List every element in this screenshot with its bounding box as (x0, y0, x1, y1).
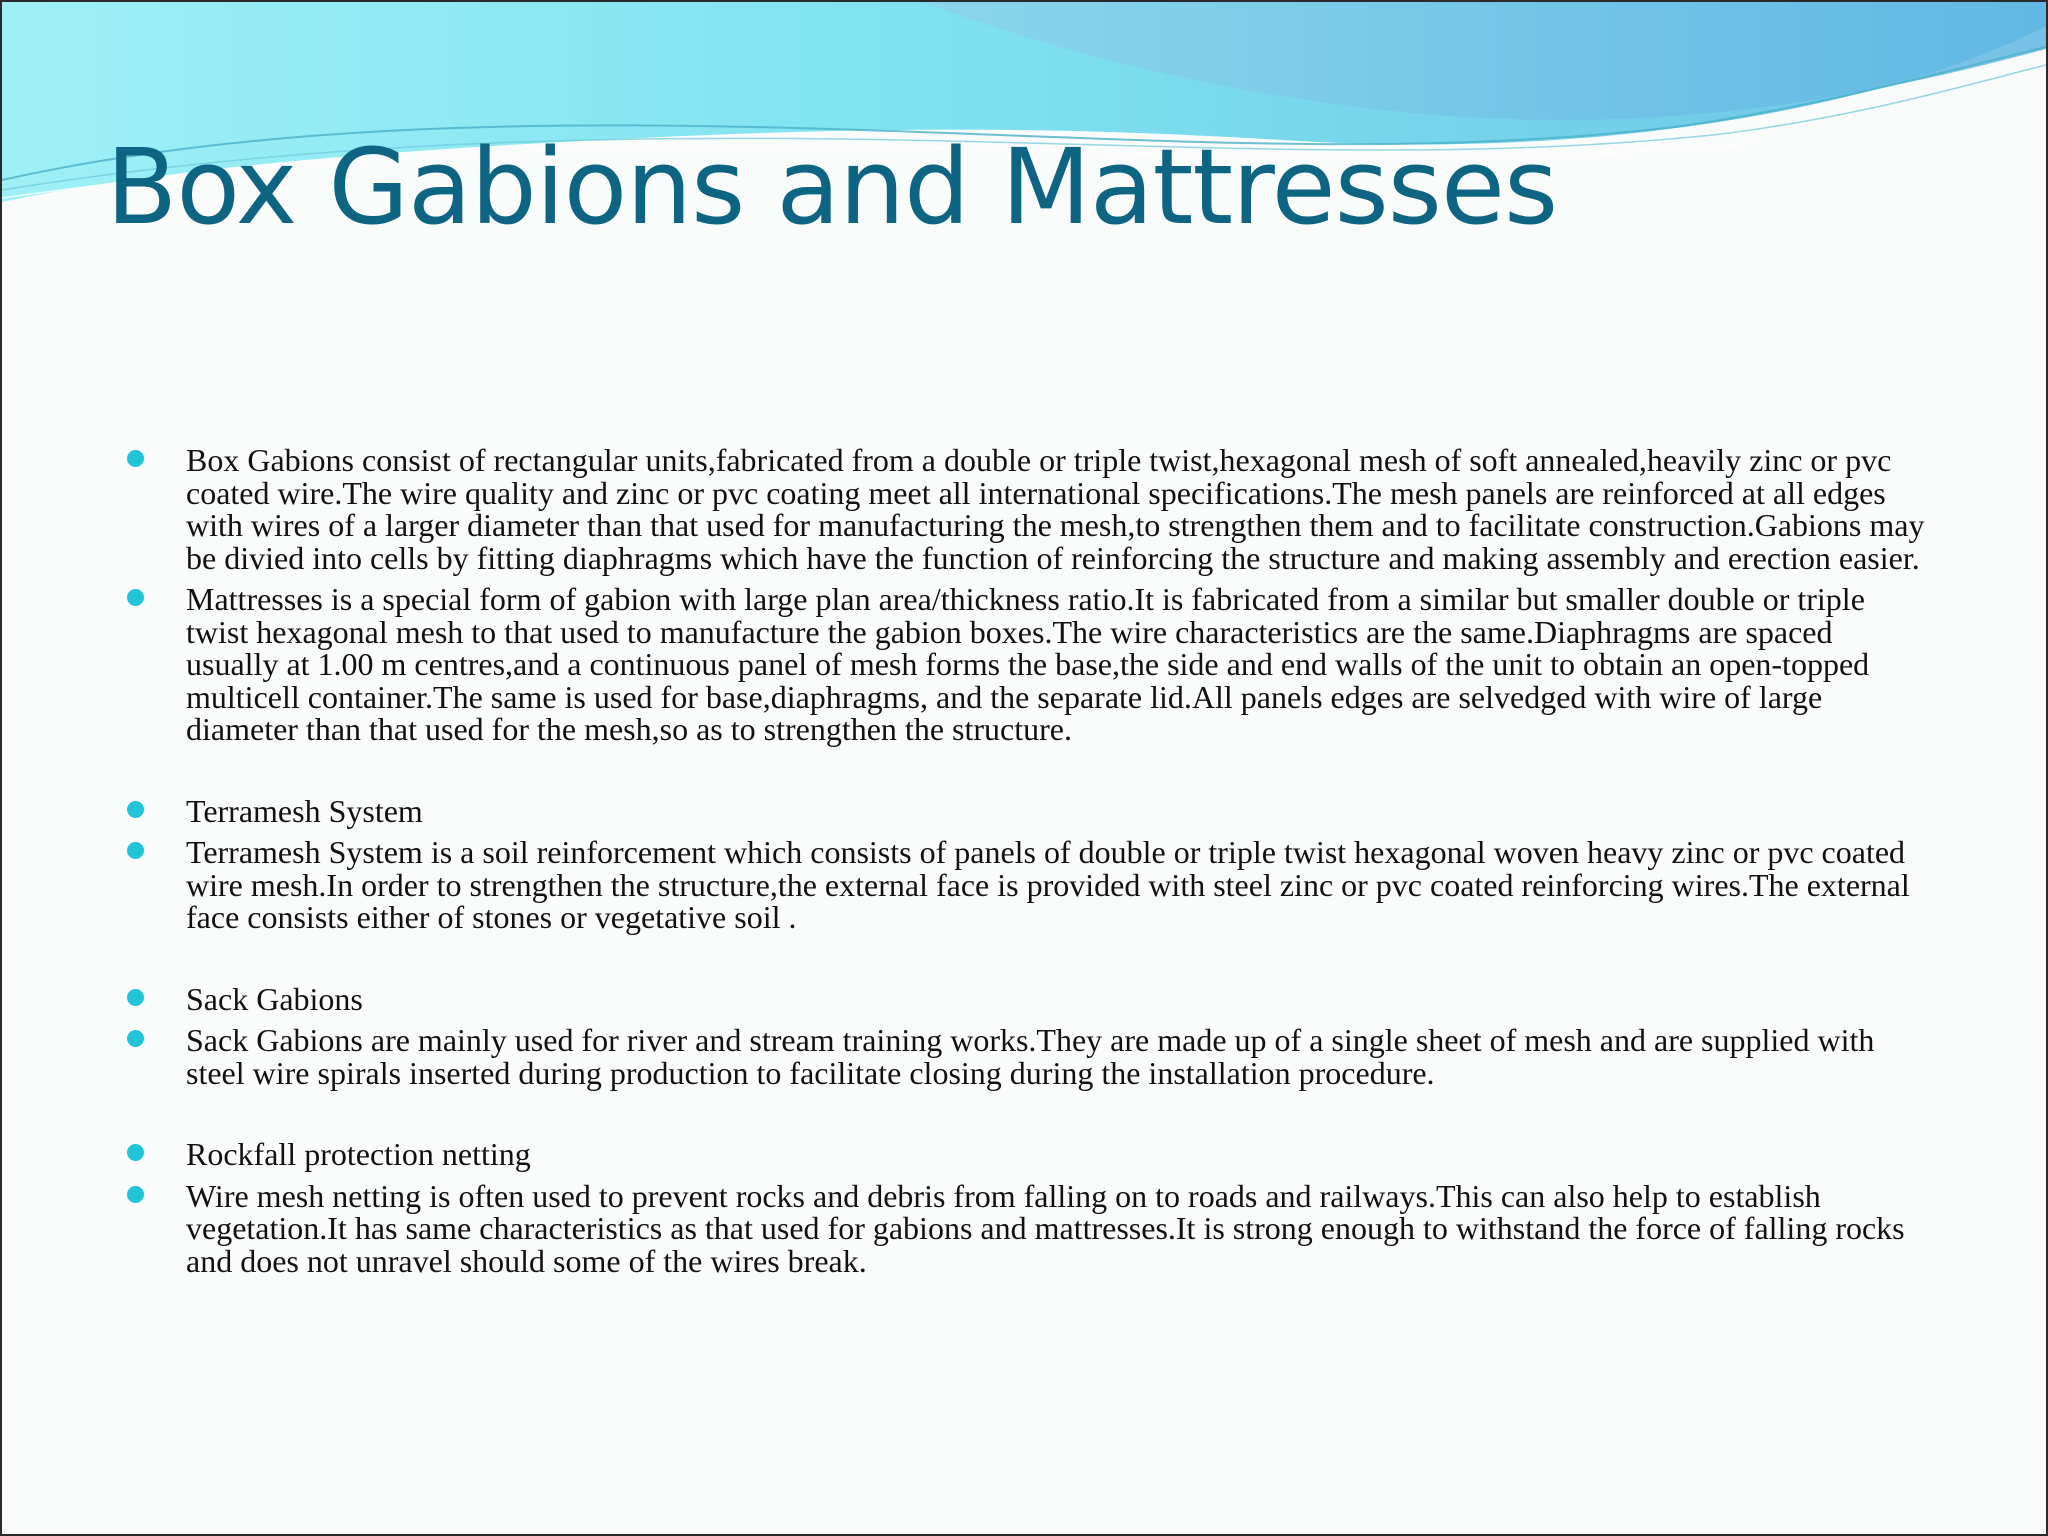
bullet-text: Wire mesh netting is often used to prevent rocks and debris from falling on to roads and railways.This can also help to establish vegetation.It has same characteristics as that used for gabions and mattresses.It is strong enough to withstand the force of falling rocks and does not unravel should some of the wires break. (186, 1177, 1905, 1279)
bullet-list (186, 444, 1926, 1286)
bullet-item (186, 792, 1926, 829)
bullet-text: Mattresses is a special form of gabion with large plan area/thickness ratio.It is fabricated from a similar but smaller double or triple twist hexagonal mesh to that used to manufacture the gabion boxes.The wire characteristics are the same.Diaphragms are spaced usually at 1.00 m centres,and a continuous panel of mesh forms the base,the side and end walls of the unit to obtain an open-topped multicell container.The same is used for base,diaphragms, and the separate lid.All panels edges are selvedged with wire of large diameter than that used for the mesh,so as to strengthen the structure. (186, 581, 1870, 747)
bullet-item (186, 583, 1926, 746)
bullet-dot-icon (127, 589, 144, 606)
bullet-dot-icon (127, 450, 144, 467)
slide-title: Box Gabions and Mattresses (106, 126, 1558, 248)
bullet-text: Sack Gabions (186, 980, 363, 1017)
bullet-text: Terramesh System (186, 792, 423, 829)
bullet-text: Box Gabions consist of rectangular units,fabricated from a double or triple twist,hexagonal mesh of soft annealed,heavily zinc or pvc coated wire.The wire quality and zinc or pvc coating meet all international specifications.The mesh panels are reinforced at all edges with wires of a larger diameter than that used for manufacturing the mesh,to strengthen them and to facilitate construction.Gabions may be divied into cells by fitting diaphragms which have the function of reinforcing the structure and making assembly and erection easier. (186, 442, 1925, 576)
bullet-dot-icon (127, 801, 144, 818)
bullet-dot-icon (127, 989, 144, 1006)
bullet-item (186, 444, 1926, 574)
bullet-item (186, 836, 1926, 934)
bullet-item (186, 1138, 1926, 1171)
bullet-dot-icon (127, 842, 144, 859)
bullet-text: Terramesh System is a soil reinforcement which consists of panels of double or triple twist hexagonal woven heavy zinc or pvc coated wire mesh.In order to strengthen the structure,the external face is provided with steel zinc or pvc coated reinforcing wires.The external face consists either of stones or vegetative soil . (186, 834, 1910, 935)
bullet-text: Sack Gabions are mainly used for river and stream training works.They are made up of a single sheet of mesh and are supplied with steel wire spirals inserted during production to facilitate closing during the installation procedure. (186, 1022, 1875, 1091)
bullet-item (186, 1177, 1926, 1279)
bullet-text: Rockfall protection netting (186, 1136, 531, 1172)
bullet-item (186, 980, 1926, 1017)
bullet-dot-icon (127, 1030, 144, 1047)
bullet-dot-icon (127, 1144, 144, 1161)
bullet-item (186, 1024, 1926, 1089)
bullet-dot-icon (127, 1186, 144, 1203)
